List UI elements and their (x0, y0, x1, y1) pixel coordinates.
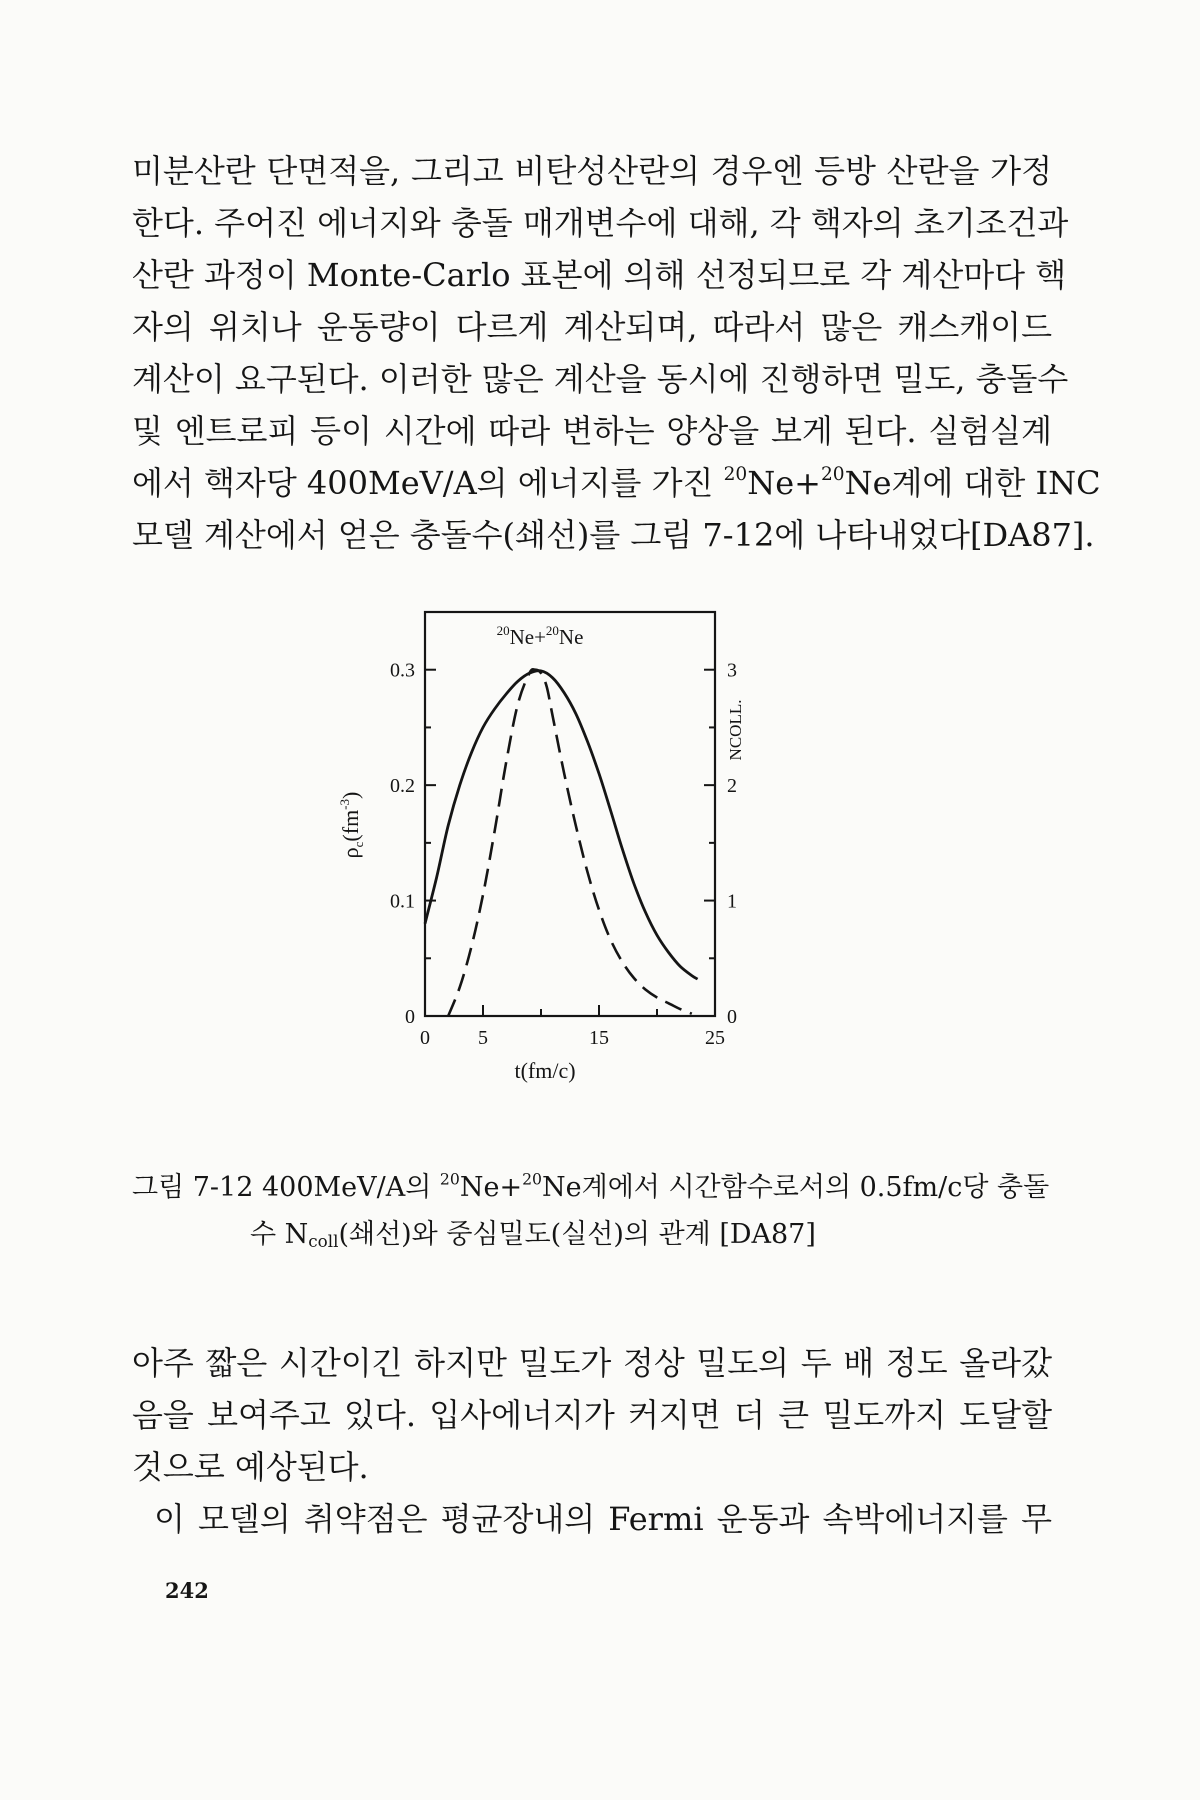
text-line: 및 엔트로피 등이 시간에 따라 변하는 양상을 보게 된다. 실험실계 (132, 412, 1052, 450)
x-axis-label: t(fm/c) (514, 1058, 576, 1083)
tick-marks (425, 670, 715, 1016)
collision-curve-dashed (448, 669, 692, 1016)
page-number: 242 (165, 1578, 209, 1603)
text-line (132, 457, 1101, 509)
x-tick-label: 5 (478, 1027, 488, 1049)
title-mid: Ne+ (509, 625, 546, 649)
title-post: Ne (558, 625, 584, 649)
text-segment: Ne계에 대한 INC (844, 464, 1101, 502)
y2-tick-label: 0 (727, 1006, 737, 1028)
text-line: 음을 보여주고 있다. 입사에너지가 커지면 더 큰 밀도까지 도달할 (132, 1396, 1052, 1434)
density-curve-solid (425, 671, 698, 979)
text-line: 이 모델의 취약점은 평균장내의 Fermi 운동과 속박에너지를 무 (154, 1500, 1052, 1538)
text-line: 아주 짧은 시간이긴 하지만 밀도가 정상 밀도의 두 배 정도 올라갔 (132, 1344, 1052, 1382)
text-line: 것으로 예상된다. (132, 1448, 369, 1486)
mass-number: 20 (439, 1169, 460, 1189)
y-tick-label: 0.2 (390, 775, 415, 798)
text-line: 자의 위치나 운동량이 다르게 계산되며, 따라서 많은 캐스캐이드 (132, 308, 1052, 346)
caption-segment: 수 N (250, 1219, 309, 1250)
figure-caption-line1 (132, 1165, 1052, 1211)
y-tick-label: 0.1 (390, 890, 415, 913)
figure-7-12 (320, 600, 780, 1150)
y2-tick-label: 3 (727, 659, 737, 682)
subscript: coll (308, 1231, 339, 1252)
text-line: 산란 과정이 Monte-Carlo 표본에 의해 선정되므로 각 계산마다 핵 (132, 256, 1067, 294)
paragraph-1 (132, 145, 1101, 561)
text-line: 계산이 요구된다. 이러한 많은 계산을 동시에 진행하면 밀도, 충돌수 (132, 360, 1069, 398)
ylabel-sub: c (351, 841, 366, 848)
x-tick-label: 15 (589, 1027, 609, 1049)
y2-tick-label: 2 (727, 775, 737, 798)
x-tick-label: 0 (420, 1027, 430, 1049)
chart-title (497, 623, 584, 649)
density-collision-chart (320, 600, 780, 1150)
mass-number: 20 (522, 1169, 543, 1189)
x-tick-label: 25 (705, 1027, 725, 1049)
caption-segment: Ne+ (459, 1172, 523, 1203)
title-sup: 20 (545, 623, 559, 638)
title-sup: 20 (496, 623, 510, 638)
text-segment: Ne+ (747, 464, 821, 502)
text-segment: 에서 핵자당 400MeV/A의 에너지를 가진 (132, 464, 724, 502)
caption-segment: (쇄선)와 중심밀도(실선)의 관계 [DA87] (338, 1219, 816, 1250)
y-tick-label: 0 (405, 1006, 415, 1028)
ylabel-open: (fm (338, 809, 363, 842)
y-axis-label (337, 792, 366, 859)
mass-number: 20 (820, 464, 845, 486)
mass-number: 20 (723, 464, 748, 486)
y2-axis-label: NCOLL. (726, 699, 745, 761)
y2-tick-label: 1 (727, 890, 737, 913)
caption-segment: 그림 7-12 400MeV/A의 (132, 1172, 440, 1203)
y-tick-label: 0.3 (390, 659, 415, 682)
text-line: 모델 계산에서 얻은 충돌수(쇄선)를 그림 7-12에 나타내었다[DA87]. (132, 516, 1095, 554)
ylabel-base: ρ (338, 847, 363, 859)
ylabel-close: ) (338, 791, 363, 799)
paragraph-2 (132, 1337, 1052, 1545)
ylabel-sup: -3 (337, 798, 352, 810)
caption-segment: Ne계에서 시간함수로서의 0.5fm/c당 충돌 (542, 1172, 1050, 1203)
text-line: 한다. 주어진 에너지와 충돌 매개변수에 대해, 각 핵자의 초기조건과 (132, 204, 1069, 242)
text-line: 미분산란 단면적을, 그리고 비탄성산란의 경우엔 등방 산란을 가정 (132, 152, 1052, 190)
figure-caption-line2 (250, 1212, 1170, 1258)
